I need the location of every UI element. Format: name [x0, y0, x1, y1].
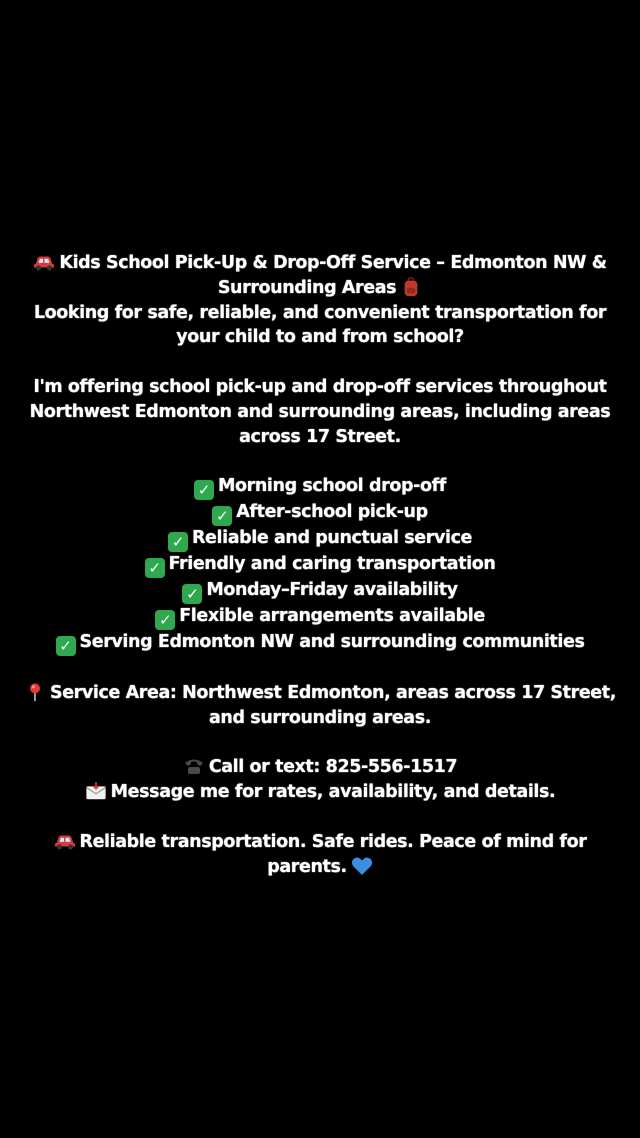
service-area — [14, 681, 626, 731]
feature-item — [14, 526, 626, 552]
feature-item — [14, 630, 626, 656]
feature-label: Reliable and punctual service — [191, 528, 473, 549]
feature-label: Serving Edmonton NW and surrounding communities — [79, 632, 585, 653]
spacer — [14, 656, 626, 681]
feature-item — [14, 500, 626, 526]
closing-line — [14, 830, 626, 880]
car-icon — [33, 252, 55, 272]
feature-label: Monday–Friday availability — [206, 580, 458, 601]
feature-item — [14, 604, 626, 630]
offer-text: I'm offering school pick-up and drop-off services throughout Northwest Edmonton and surrounding areas, including areas across 17 Street. — [29, 376, 611, 447]
feature-item — [14, 474, 626, 500]
feature-label: Friendly and caring transportation — [168, 554, 496, 575]
feature-list — [14, 474, 626, 656]
feature-item — [14, 552, 626, 578]
contact-text: Call or text: 825-556-1517 — [208, 757, 458, 778]
check-mark-icon: ✓ — [182, 584, 202, 604]
spacer — [14, 350, 626, 375]
spacer — [14, 805, 626, 830]
check-mark-icon: ✓ — [212, 506, 232, 526]
service-area-text: Service Area: Northwest Edmonton, areas across 17 Street, and surrounding areas. — [50, 682, 616, 728]
check-mark-icon: ✓ — [56, 636, 76, 656]
post-title — [14, 251, 626, 276]
feature-label: After-school pick-up — [236, 502, 428, 523]
message-text: Message me for rates, availability, and details. — [110, 782, 556, 803]
feature-label: Flexible arrangements available — [179, 606, 485, 627]
check-mark-icon: ✓ — [194, 480, 214, 500]
message-line — [14, 780, 626, 805]
closing-text: Reliable transportation. Safe rides. Peace of mind for parents. — [79, 831, 587, 877]
check-mark-icon: ✓ — [155, 610, 175, 630]
backpack-icon — [400, 277, 422, 297]
check-mark-icon: ✓ — [168, 532, 188, 552]
feature-item — [14, 578, 626, 604]
feature-label: Morning school drop-off — [217, 476, 446, 497]
spacer — [14, 731, 626, 756]
post-title-cont — [14, 276, 626, 301]
pin-icon — [24, 682, 46, 702]
envelope-icon — [85, 781, 107, 801]
phone-icon — [183, 756, 205, 776]
spacer — [14, 449, 626, 474]
blue-heart-icon — [351, 856, 373, 876]
intro-text: Looking for safe, reliable, and convenient transportation for your child to and from school? — [33, 302, 607, 348]
title-line-1: Kids School Pick-Up & Drop-Off Service – Edmonton NW & — [59, 253, 607, 273]
car-icon — [54, 831, 76, 851]
title-line-2: Surrounding Areas — [217, 277, 397, 298]
contact-line — [14, 755, 626, 780]
post-text — [0, 251, 640, 879]
check-mark-icon: ✓ — [145, 558, 165, 578]
